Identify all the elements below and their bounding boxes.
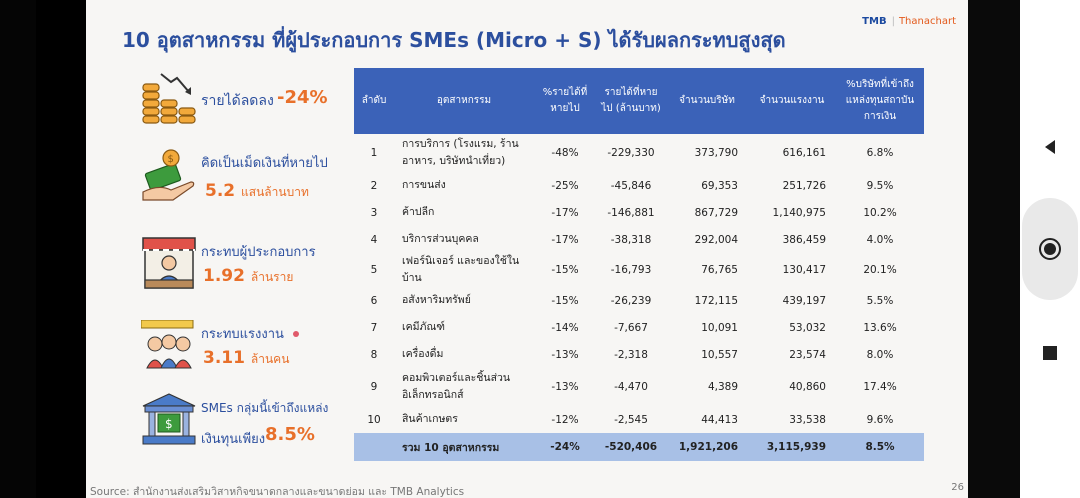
total-firms: 1,921,206 [666,433,748,461]
row-finance-access: 20.1% [863,264,897,276]
total-loss: -520,406 [596,433,666,461]
total-workers: 3,115,939 [748,433,836,461]
row-finance-access: 8.0% [866,348,894,361]
row-pct-lost: -15% [551,294,579,307]
row-rank: 1 [370,147,378,159]
row-rank: 6 [370,294,378,307]
row-rank: 8 [370,348,378,361]
row-firms: 172,115 [694,294,738,307]
stat-label: กระทบผู้ประกอบการ [201,245,316,260]
row-industry: อสังหาริมทรัพย์ [402,294,471,306]
row-revenue-lost: -146,881 [607,206,655,219]
row-pct-lost: -17% [551,206,579,219]
stat-value: 5.2 แสนล้านบาท [205,181,309,201]
row-firms: 44,413 [701,413,738,426]
industry-table [354,68,924,461]
svg-text:$: $ [167,154,174,165]
table-header-row [354,68,924,134]
row-workers: 53,032 [789,321,826,334]
row-workers: 33,538 [789,413,826,426]
row-rank: 2 [370,179,378,192]
row-pct-lost: -12% [551,413,579,426]
row-industry: เครื่องดื่ม [402,348,444,360]
row-pct-lost: -13% [551,348,579,361]
svg-text:$: $ [165,417,173,431]
table-row [354,368,924,406]
left-black-bar [0,0,36,498]
col-header-industry: อุตสาหกรรม [394,68,534,134]
col-header-rank: ลำดับ [354,68,394,134]
row-revenue-lost: -16,793 [610,264,652,276]
row-rank: 5 [370,264,378,276]
row-industry: สินค้าเกษตร [402,413,458,425]
stat-label: คิดเป็นเม็ดเงินที่หายไป [201,156,328,171]
row-finance-access: 10.2% [863,206,897,219]
row-pct-lost: -17% [551,233,579,246]
recents-button[interactable] [1020,336,1080,370]
recents-icon [1042,345,1058,361]
stat-label: SMEs กลุ่มนี้เข้าถึงแหล่ง [201,401,329,415]
col-header-workers: จำนวนแรงงาน [748,68,836,134]
back-button[interactable] [1020,130,1080,164]
row-workers: 616,161 [782,147,826,159]
table-row [354,253,924,287]
presentation-slide [86,0,968,498]
row-revenue-lost: -2,545 [614,413,648,426]
row-finance-access: 9.6% [866,413,894,426]
workers-icon [141,320,197,374]
row-pct-lost: -25% [551,179,579,192]
pointer-dot [293,331,299,337]
right-dark-strip [968,0,1020,498]
table-row [354,314,924,341]
stat-value: -24% [277,87,328,108]
row-industry: บริการส่วนบุคคล [402,233,479,245]
stat-workers-affected [141,320,341,380]
row-revenue-lost: -26,239 [610,294,652,307]
total-label: รวม 10 อุตสาหกรรม [394,433,534,461]
stat-value: 1.92 ล้านราย [203,266,294,286]
stat-finance-access [141,392,351,452]
row-firms: 373,790 [694,147,738,159]
stat-label: กระทบแรงงาน [201,327,284,342]
brand-logo: TMB | Thanachart [862,16,956,27]
row-finance-access: 17.4% [863,381,897,393]
col-header-firms: จำนวนบริษัท [666,68,748,134]
system-nav-bar [1020,0,1080,498]
page-number: 26 [951,482,964,493]
table-row [354,341,924,368]
row-finance-access: 9.5% [866,179,894,192]
row-firms: 292,004 [694,233,738,246]
row-pct-lost: -14% [551,321,579,334]
row-pct-lost: -48% [551,147,579,159]
stat-value: 8.5% [265,424,315,445]
row-firms: 867,729 [694,206,738,219]
total-pct: -24% [534,433,596,461]
row-rank: 3 [370,206,378,219]
row-revenue-lost: -7,667 [614,321,648,334]
row-rank: 10 [367,413,381,426]
stat-revenue-decline [141,70,341,130]
row-firms: 69,353 [701,179,738,192]
row-firms: 10,091 [701,321,738,334]
row-workers: 1,140,975 [772,206,826,219]
row-industry: เฟอร์นิเจอร์ และของใช้ในบ้าน [402,255,520,284]
row-finance-access: 13.6% [863,321,897,334]
row-industry: ค้าปลีก [402,206,435,218]
row-industry: การบริการ (โรงแรม, ร้านอาหาร, บริษัทนำเที่ยว) [402,138,519,167]
row-firms: 10,557 [701,348,738,361]
row-workers: 251,726 [782,179,826,192]
row-revenue-lost: -2,318 [614,348,648,361]
row-workers: 386,459 [782,233,826,246]
row-workers: 40,860 [789,381,826,393]
col-header-revenue-lost: รายได้ที่หายไป (ล้านบาท) [596,68,666,134]
row-industry: เคมีภัณฑ์ [402,321,445,333]
row-workers: 23,574 [789,348,826,361]
row-revenue-lost: -38,318 [610,233,652,246]
row-firms: 4,389 [707,381,738,393]
money-hand-icon [141,148,199,204]
row-pct-lost: -13% [551,381,579,393]
row-workers: 130,417 [782,264,826,276]
row-finance-access: 6.8% [866,147,894,159]
table-row [354,134,924,172]
row-finance-access: 5.5% [866,294,894,307]
coins-decline-icon [141,70,199,126]
table-row [354,406,924,433]
home-icon [1038,237,1062,261]
back-icon [1041,138,1059,156]
home-button[interactable] [1020,232,1080,266]
table-row [354,226,924,253]
table-total-row [354,433,924,461]
stat-value: 3.11 ล้านคน [203,348,290,368]
row-firms: 76,765 [701,264,738,276]
row-rank: 4 [370,233,378,246]
row-workers: 439,197 [782,294,826,307]
total-access: 8.5% [836,433,924,461]
row-revenue-lost: -4,470 [614,381,648,393]
row-revenue-lost: -229,330 [607,147,655,159]
col-header-pct-lost: %รายได้ที่หายไป [534,68,596,134]
col-header-finance-access: %บริษัทที่เข้าถึงแหล่งทุนสถาบันการเงิน [836,68,924,134]
bank-icon [141,392,197,446]
table-row [354,199,924,226]
row-industry: การขนส่ง [402,179,446,191]
row-pct-lost: -15% [551,264,579,276]
table-row [354,172,924,199]
row-rank: 9 [370,381,378,393]
row-revenue-lost: -45,846 [610,179,652,192]
stat-money-lost [141,148,341,208]
shop-owner-icon [141,236,197,290]
row-industry: คอมพิวเตอร์และชิ้นส่วน อิเล็กทรอนิกส์ [402,372,511,401]
row-finance-access: 4.0% [866,233,894,246]
source-note: Source: สำนักงานส่งเสริมวิสาหกิจขนาดกลางและขนาดย่อม และ TMB Analytics [90,486,465,498]
stat-label: รายได้ลดลง [201,93,274,109]
stat-label-2: เงินทุนเพียง [201,432,266,447]
table-row [354,287,924,314]
stat-business-affected [141,236,341,296]
slide-title: 10 อุตสาหกรรม ที่ผู้ประกอบการ SMEs (Micro + S) ได้รับผลกระทบสูงสุด [122,28,786,52]
row-rank: 7 [370,321,378,334]
